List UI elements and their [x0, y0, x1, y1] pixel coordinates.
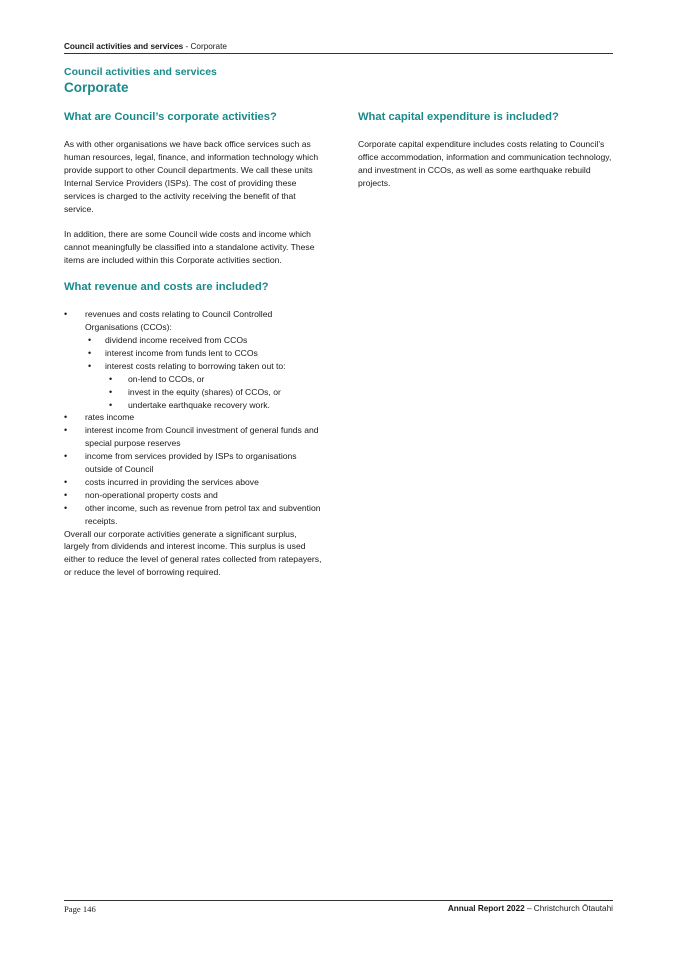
list-item: • revenues and costs relating to Council Controlled Organisations (CCOs): • dividend income received from CCOs • interest income from funds lent to CCOs • interest costs relating to borrowing taken out to: • on-lend to CCOs, or • invest in the equity (shares) of CCOs, or • undertake earthquake recovery work.	[64, 308, 322, 411]
heading-revenue-costs: What revenue and costs are included?	[64, 281, 269, 294]
list-item: • invest in the equity (shares) of CCOs, or	[105, 386, 322, 399]
paragraph-back-office: As with other organisations we have back office services such as human resources, legal, finance, and information technology which provide support to other Council departments. We call these units Internal Service Providers (ISPs). The cost of providing these services is charged to the activity receiving the benefit of that service.	[64, 139, 319, 214]
list-item: • non-operational property costs and	[64, 489, 322, 502]
paragraph-council-wide: In addition, there are some Council wide costs and income which cannot meaningfully be classified into a standalone activity. These items are included within this Corporate activities section.	[64, 229, 315, 266]
revenue-costs-list	[64, 308, 322, 527]
list-item: • undertake earthquake recovery work.	[105, 399, 322, 412]
borrowing-sublist	[105, 373, 322, 412]
right-column	[358, 110, 614, 190]
report-name: Annual Report 2022	[447, 904, 525, 913]
section-label: Council activities and services	[64, 66, 217, 78]
cco-sublist	[85, 334, 322, 411]
page-number: Page 146	[64, 904, 96, 914]
list-item: • rates income	[64, 411, 322, 424]
list-item: • interest costs relating to borrowing taken out to: • on-lend to CCOs, or • invest in the equity (shares) of CCOs, or • undertake earthquake recovery work.	[85, 360, 322, 412]
running-header-subsection: - Corporate	[183, 42, 227, 51]
running-header	[64, 41, 613, 52]
list-item: • dividend income received from CCOs	[85, 334, 322, 347]
footer-rule	[64, 900, 613, 901]
paragraph-capital-expenditure: Corporate capital expenditure includes costs relating to Council’s office accommodation, information and communication technology, and investment in CCOs, as well as some earthquake rebuild projects.	[358, 139, 612, 188]
list-item: • other income, such as revenue from petrol tax and subvention receipts.	[64, 502, 322, 528]
heading-corporate-activities: What are Council’s corporate activities?	[64, 111, 277, 123]
list-item: • on-lend to CCOs, or	[105, 373, 322, 386]
report-place: – Christchurch Ōtautahi	[524, 904, 613, 913]
footer-report-title	[448, 904, 613, 913]
paragraph-surplus: Overall our corporate activities generate a significant surplus, largely from dividends and interest income. This surplus is used either to reduce the level of general rates collected from ratepayers, or reduce the level of borrowing required.	[64, 528, 322, 578]
list-item: • interest income from funds lent to CCOs	[85, 347, 322, 360]
list-item: • income from services provided by ISPs to organisations outside of Council	[64, 450, 322, 476]
left-column	[64, 110, 322, 579]
header-rule	[64, 53, 613, 54]
list-item: • costs incurred in providing the services above	[64, 476, 322, 489]
heading-capital-expenditure: What capital expenditure is included?	[358, 111, 559, 123]
page-title: Corporate	[64, 80, 129, 95]
running-header-section: Council activities and services	[64, 42, 184, 51]
list-item: • interest income from Council investment of general funds and special purpose reserves	[64, 424, 322, 450]
